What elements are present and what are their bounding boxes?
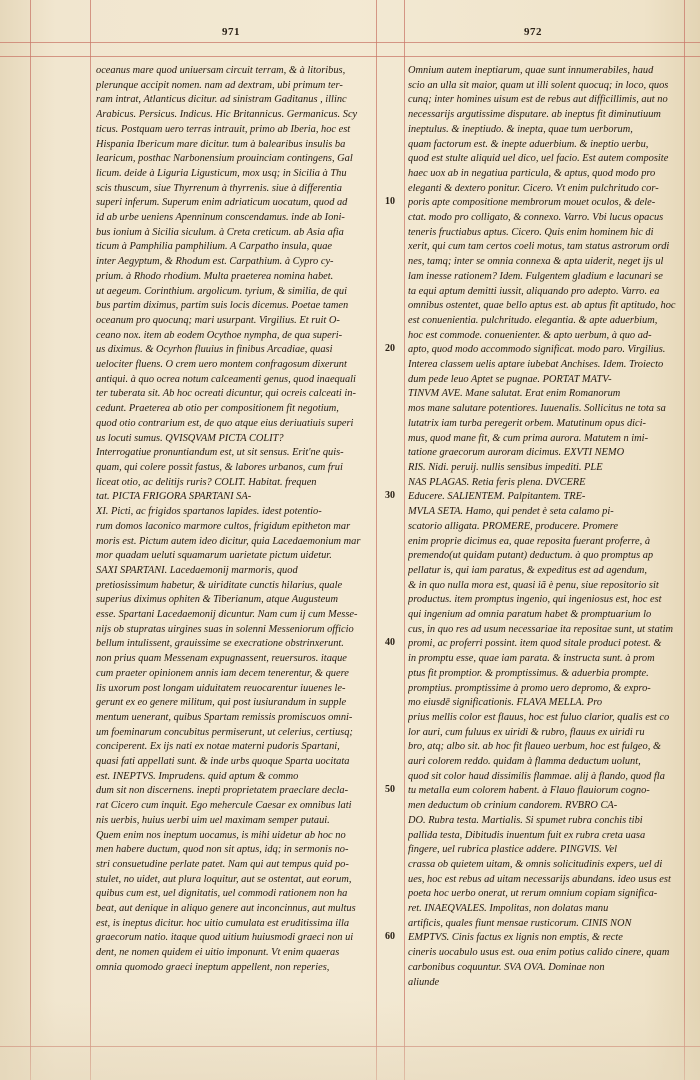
text-line: mos mane salutare potentiores. Iuuenalis. Sollicitus ne tota sa [408, 403, 666, 415]
text-line: haec uox ab in negatiua particula, & aptus, quod modo pro [408, 167, 656, 179]
text-line: conciperent. Ex ijs nati ex notae materni pudoris Spartani, [96, 741, 340, 753]
text-line: ticus. Postquam uero terras intrauit, primo ab Iberia, hoc est [96, 123, 351, 135]
text-line: & in quo nulla mora est, quasi iã è penu, siue repositorio sit [408, 579, 659, 591]
text-line: EMPTVS. Cinis factus ex lignis non emptis, & recte [408, 932, 623, 944]
text-line: est, is ineptus dicitur. hoc uitio cumulata est eruditissima illa [96, 917, 350, 929]
text-line: bellum intulissent, grauissime se execratione obstrinxerunt. [96, 638, 344, 650]
text-line: ptus fit promptior. & promptissimus. & aduerbia prompte. [408, 667, 649, 679]
text-line: licum. deide à Liguria Ligusticum, mox usq; in Sicilia à Thu [96, 167, 347, 179]
text-line: dum pede leuo Aptet se pugnae. PORTAT MATV- [408, 373, 612, 385]
text-line: superius diximus ophiten & Tiberianum, atque Augusteum [96, 594, 338, 606]
line-number-marker: 30 [385, 490, 395, 502]
text-line: dum sit non discernens. inepti proprietatem praeclare decla- [96, 785, 349, 797]
text-line: pellatur is, qui iam paratus, & expeditus est ad agendum, [408, 564, 647, 576]
margin-rule-left-inner [90, 0, 91, 1080]
text-line: tat. PICTA FRIGORA SPARTANI SA- [96, 491, 252, 503]
text-line: DO. Rubra testa. Martialis. Si spumet rubra conchis tibi [408, 814, 643, 826]
text-line: ticum à Pamphilia pamphilium. A Carpatho insula, quae [96, 241, 333, 253]
text-line: ineptulus. & ineptiudo. & inepta, quae tum uerborum, [408, 123, 633, 135]
text-line: nijs ob stupratas uirgines suas in solenni Messeniorum officio [96, 623, 354, 635]
text-line: carbonibus coquuntur. SVA OVA. Dominae non [408, 961, 605, 973]
text-line: cunq; inter homines uisum est de rebus aut difficillimis, aut no [408, 94, 668, 106]
text-line: ram intrat, Atlanticus dicitur. ad sinistram Gaditanus , illinc [96, 94, 347, 106]
text-line: bus partim diximus, partim suis locis dicemus. Poetae tamen [96, 300, 349, 312]
text-line: nis uerbis, huius uerbi uim uel maximam semper putaui. [96, 814, 330, 826]
text-line: uelociter fluens. O crem uero montem confragosum dixerunt [96, 359, 347, 371]
text-line: oceanus mare quod uniuersam circuit terram, & à litoribus, [96, 65, 346, 76]
text-line: cineris uocabulo usus est. oua enim potius calido cinere, quam [408, 947, 670, 959]
text-line: ceano nox. item ab eodem Ocythoe nympha, de qua superi- [96, 329, 343, 341]
text-line: men habere ductum, quod non sit aptus, idq; in sermonis no- [96, 844, 349, 856]
text-line: quod otio contrarium est, de quo atque eius deriuatiuis superi [96, 417, 354, 429]
text-column-left [96, 64, 368, 976]
text-line: id ab urbe ueniens Apenninum conscendamus. inde ab Ioni- [96, 212, 345, 224]
line-number-marker: 10 [385, 196, 395, 208]
text-line: esse. Spartani Lacedaemonij dicuntur. Nam cum ij cum Messe- [96, 609, 358, 621]
text-line: lutatrix iam turba peregerit orbem. Matutinum opus dici- [408, 417, 646, 429]
text-line: mo eiusdē significationis. FLAVA MELLA. Pro [408, 697, 603, 709]
text-line: ret. INAEQVALES. Impolitas, non dolatas manu [408, 903, 609, 915]
text-line: pretiosissimum habetur, & uiriditate cunctis hilarius, quale [96, 579, 343, 591]
text-line: moris est. Pictum autem ideo dicitur, quia Lacedaemonium mar [96, 535, 361, 547]
text-line: tatione graecorum auroram dicimus. EXVTI NEMO [408, 447, 625, 459]
text-line: teneris fructiabus aptus. Cicero. Quis enim hominem hic di [408, 226, 654, 238]
folio-number-left: 971 [222, 26, 240, 38]
text-line: scatorio alligata. PROMERE, producere. Promere [408, 520, 618, 532]
text-line: omnibus ostentet, quae bello aptus est. ab aptus fit aptitudo, hoc [408, 300, 676, 312]
text-line: Arabicus. Persicus. Indicus. Hic Britannicus. Germanicus. Scy [96, 109, 358, 121]
text-line: us locuti sumus. QVISQVAM PICTA COLIT? [96, 432, 284, 444]
text-line: ues, hoc est rebus ad uitam necessarijs abundans. ideo usus est [408, 873, 671, 885]
text-line: men deductum ob crinium candorem. RVBRO CA- [408, 800, 618, 812]
text-line: crassa ob quietem uitam, & omnis solicitudinis expers, uel di [408, 858, 663, 870]
text-line: Educere. SALIENTEM. Palpitantem. TRE- [408, 491, 586, 503]
text-line: quasi fati appellati sunt. & inde urbs quoque Sparta uocitata [96, 756, 350, 768]
text-line: prius mellis color est flauus, hoc est fuluo clarior, qualis est co [408, 711, 670, 723]
text-line: poeta hoc uerbo onerat, ut rerum omnium copiam significa- [408, 888, 658, 900]
header-rule-lower [0, 56, 700, 57]
text-line: bus ionium à Sicilia siculum. à Creta creticum. ab Asia afia [96, 226, 344, 238]
margin-rule-left [30, 0, 31, 1080]
text-line: apto, quod modo accommodo significat. modo paro. Virgilius. [408, 344, 666, 356]
text-line: auri colorem reddo. quidam à flamma deductum uolunt, [408, 756, 641, 768]
text-line: mus, quod mane fit, & cum prima aurora. Matutem n imi- [408, 432, 649, 444]
text-line: in promptu esse, quae iam parata. & instructa sunt. à prom [408, 653, 655, 665]
text-line: Quem enim nos ineptum uocamus, is mihi uidetur ab hoc no [96, 829, 346, 841]
text-line: Omnium autem ineptiarum, quae sunt innumerabiles, haud [408, 65, 654, 76]
text-line: plerunque accipit nomen. nam ad dextram, ubi primum ter- [96, 79, 343, 91]
text-line: promi, ac proferri possint. item quod sitale produci potest. & [408, 638, 662, 650]
text-column-right [408, 64, 678, 990]
text-line: quam, qui colere possit fastus, & labores urbanos, cum frui [96, 461, 343, 473]
text-line: mor quadam ueluti squamarum uarietate pictum uidetur. [96, 550, 332, 562]
text-line: superi inferum. Superum enim adriaticum uocatum, quod ad [96, 197, 348, 209]
text-line: productus. item promptus ingenio, qui ingeniosus est, hoc est [408, 594, 662, 606]
text-line: graecorum natio. itaque quod uitium huiusmodi graeci non ui [96, 932, 354, 944]
folio-number-right: 972 [524, 26, 542, 38]
text-line: promptius. promptissime à promo uero depromo, & expro- [408, 682, 651, 694]
line-number-marker: 60 [385, 931, 395, 943]
text-line: NAS PLAGAS. Retia feris plena. DVCERE [408, 476, 586, 488]
line-number-marker: 50 [385, 784, 395, 796]
text-line: liceat otio, ac delitijs ruris? COLIT. Habitat. frequen [96, 476, 317, 488]
text-line: necessarijs argutissime disputare. ab ineptus fit diminutiuum [408, 109, 661, 121]
text-line: fingere, uel rubrica plastice addere. PINGVIS. Vel [408, 844, 618, 856]
text-line: prium. à Rhodo rhodium. Multa praeterea nomina habet. [96, 270, 334, 282]
text-line: xerit, qui cum tam certos coeli motus, tam status astrorum ordi [408, 241, 670, 253]
text-line: cum praeter opinionem annis iam decem tenerentur, & quere [96, 667, 349, 679]
text-line: est. INEPTVS. Imprudens. quid aptum & commo [96, 770, 299, 782]
text-line: lor auri, cum fuluus ex uiridi & rubro, flauus ex uiridi ru [408, 726, 645, 738]
text-line: ut aegeum. Corinthium. argolicum. tyrium, & similia, de qui [96, 285, 347, 297]
text-line: est conuenientia. pulchritudo. elegantia. & apte aduerbium, [408, 314, 658, 326]
text-line: quibus cum est, uel dignitatis, uel commodi rationem non ha [96, 888, 348, 900]
text-line: beat, aut denique in aliquo genere aut inconcinnus, aut multus [96, 903, 356, 915]
text-line: MVLA SETA. Hamo, qui pendet è seta calamo pi- [408, 506, 614, 518]
line-number-marker: 20 [385, 343, 395, 355]
text-line: quod est stulte aliquid uel dico, uel facio. Est autem composite [408, 153, 669, 165]
text-line: quam factorum est. & inepte aduerbium. & ineptio uerbu, [408, 138, 649, 150]
text-line: hoc est commode. conuenienter. & apto uerbum, à quo ad- [408, 329, 652, 341]
text-line: rum domos laconico marmore cultos, frigidum epitheton mar [96, 520, 351, 532]
text-line: aliunde [408, 976, 440, 988]
text-line: rat Cicero cum inquit. Ego mehercule Caesar ex omnibus lati [96, 800, 352, 812]
text-line: non prius quam Messenam expugnassent, reuersuros. itaque [96, 653, 347, 665]
text-line: gerunt ex eo genere militum, qui post iusiurandum in supple [96, 697, 347, 709]
text-line: ctat. modo pro colligato, & connexo. Varro. Vbi lucus opacus [408, 212, 664, 224]
text-line: um foeminarum concubitus permiserunt, ut celerius, certiusq; [96, 726, 353, 738]
header-rule [0, 42, 700, 43]
text-line: cedunt. Praeterea ab otio per compositionem fit negotium, [96, 403, 339, 415]
column-rule-right [404, 0, 405, 1080]
page-bottom-shade [0, 1000, 700, 1080]
text-line: Interea classem uelis aptare iubebat Anchises. Idem. Troiecto [408, 359, 664, 371]
text-line: scio an ulla sit maior, quam ut illi solent quocuq; in loco, quos [408, 79, 669, 91]
margin-rule-right [684, 0, 685, 1080]
text-line: stulet, no uidet, aut plura loquitur, aut se ostentat, aut eorum, [96, 873, 352, 885]
text-line: nes, tamq; inter se omnia connexa & apta uiderit, neget ijs ul [408, 256, 664, 268]
text-line: Hispania Ibericum mare dicitur. tum à balearibus insulis ba [96, 138, 346, 150]
text-line: scis thuscum, siue Thyrrenum à thyrrenis. siue à differentia [96, 182, 342, 194]
text-line: mentum uenerant, quibus Spartam remissis promiscuos omni- [96, 711, 353, 723]
text-line: RIS. Nidi. peruij. nullis sensibus impediti. PLE [408, 461, 603, 473]
text-line: oceanum pro quocunq; mari usurpant. Virgilius. Et ruit O- [96, 314, 340, 326]
text-line: ter tuberata sit. Ab hoc ocreati dicuntur, qui ocreis calceati in- [96, 388, 356, 400]
line-number-marker: 40 [385, 637, 395, 649]
text-line: poris apte compositione membrorum mouet oculos, & dele- [408, 197, 656, 209]
text-line: inter Aegyptum, & Rhodum est. Carpathium. à Cypro cy- [96, 256, 334, 268]
text-line: artificis, quales fiunt mensae rusticorum. CINIS NON [408, 917, 632, 929]
text-line: lam inesse rationem? Idem. Fulgentem gladium e lacunari se [408, 270, 663, 282]
text-line: pallida testa, Dibitudis inuentum fuit ex rubra creta uasa [408, 829, 646, 841]
text-line: quod sit color haud dissimilis flammae. alij à flando, quod fla [408, 770, 665, 782]
text-line: antiqui. à quo ocrea notum calceamenti genus, quod inaequali [96, 373, 356, 385]
text-line: enim proprie dicimus ea, quae reposita fuerant proferre, à [408, 535, 651, 547]
text-line: TINVM AVE. Mane salutat. Erat enim Romanorum [408, 388, 621, 400]
text-line: learicum, posthac Narbonensium prouinciam contingens, Gal [96, 153, 353, 165]
text-line: tu metalla eum colorem habent. à Flauo flauiorum cogno- [408, 785, 650, 797]
text-line: cus, in quo res ad usum necessariae ita repositae sunt, ut statim [408, 623, 674, 635]
text-line: ta equi aptum demitti iussit, aliquando pro adepto. Varro. ea [408, 285, 660, 297]
text-line: Interrogatiue pronuntiandum est, ut sit sensus. Erit'ne quis- [96, 447, 344, 459]
text-line: XI. Picti, ac frigidos spartanos lapides. idest potentio- [96, 506, 322, 518]
text-line: lis uxorum post longam uiduitatem reuocarentur iuuenes le- [96, 682, 346, 694]
text-line: SAXI SPARTANI. Lacedaemonij marmoris, quod [96, 564, 298, 576]
text-line: premendo(ut quidam putant) deductum. à quo promptus ap [408, 550, 654, 562]
text-line: bro, atq; albo sit. ab hoc fit flaueo uerbum, hoc est fulgeo, & [408, 741, 662, 753]
text-line: stri consuetudine perlate patet. Nam qui aut tempus quid po- [96, 858, 349, 870]
text-line: omnia quomodo graeci ineptum appellent, non reperies, [96, 961, 330, 973]
column-rule-left [376, 0, 377, 1080]
text-line: eleganti & dextero ponitur. Cicero. Vt enim pulchritudo cor- [408, 182, 659, 194]
text-line: qui ingenium ad omnia paratum habet & promptuarium lo [408, 609, 652, 621]
text-line: us diximus. & Ocyrhon fluuius in finibus Arcadiae, quasi [96, 344, 333, 356]
text-line: dent, ne nomen quidem ei uitio imponunt. Vt enim quaeras [96, 947, 340, 959]
